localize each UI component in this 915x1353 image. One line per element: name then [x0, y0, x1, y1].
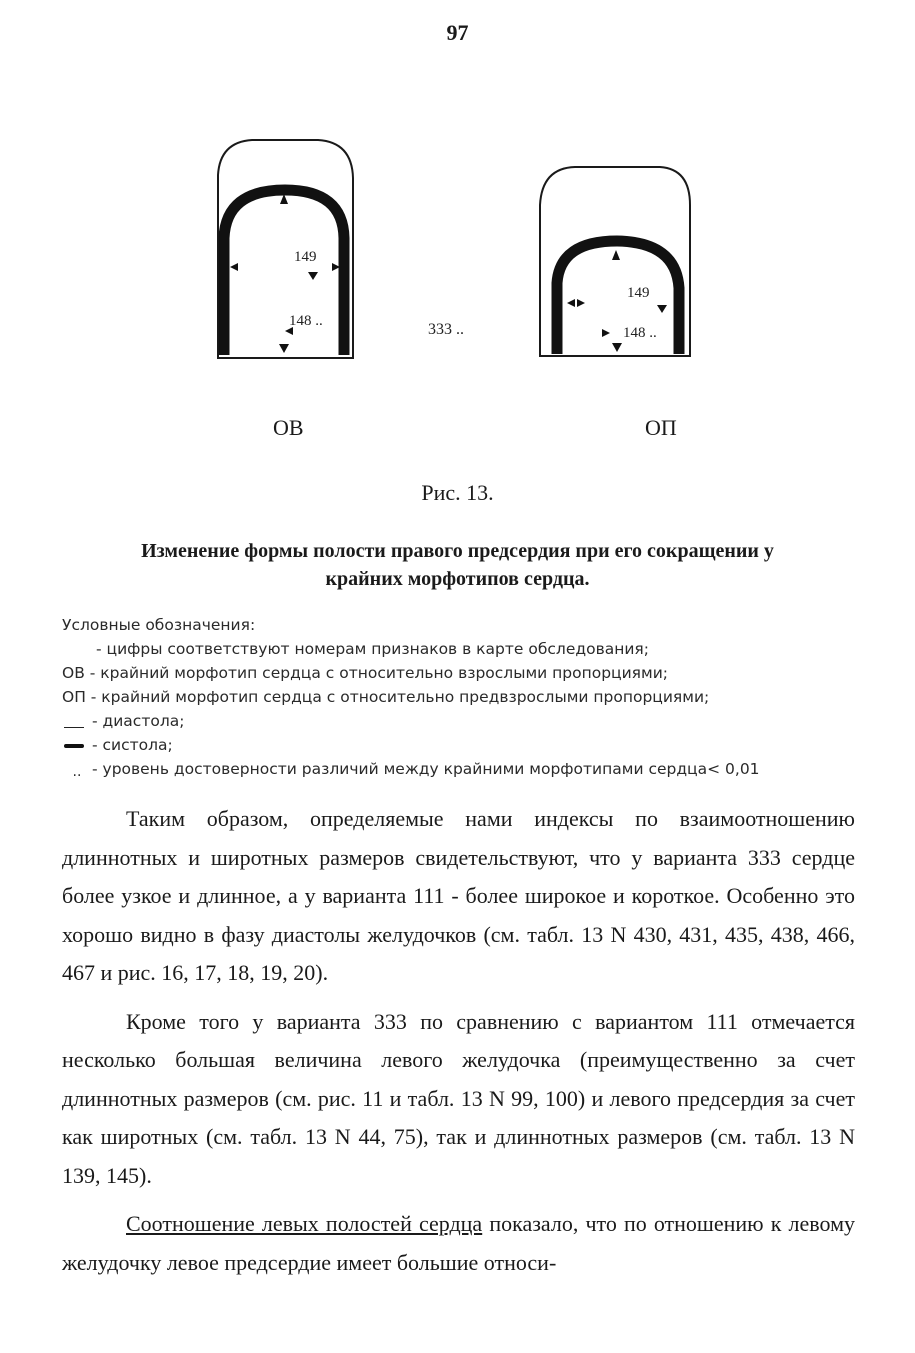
- figure-shapes: [0, 0, 915, 480]
- legend: [62, 613, 882, 781]
- legend-diastole: - диастола;: [92, 712, 185, 730]
- body-text: [62, 800, 855, 1292]
- label-ov: ОВ: [273, 415, 304, 440]
- right-side-arrow-l: [567, 299, 575, 307]
- legend-significance-row: [62, 757, 882, 781]
- figure-title-line1: Изменение формы полости правого предсердия при его сокращении у: [141, 540, 774, 562]
- left-mark-149: 149: [294, 249, 317, 265]
- right-side-arrow-r: [577, 299, 585, 307]
- legend-ov: ОВ - крайний морфотип сердца с относительно взрослыми пропорциями;: [62, 664, 668, 682]
- thick-line-symbol: [62, 736, 92, 756]
- center-mark-333: 333 ..: [428, 321, 464, 338]
- paragraph-2: Кроме того у варианта 333 по сравнению с вариантом 111 отмечается несколько большая величина левого желудочка (преимущественно за счет длиннотных размеров (см. рис. 11 и табл. 13 N 99, 100) и левого предсердия за счет как широтных (см. табл. 13 N 44, 75), так и длиннотных размеров (см. табл. 13 N 139, 145).: [62, 1008, 855, 1188]
- figure-13: [0, 0, 915, 480]
- legend-op: ОП - крайний морфотип сердца с относительно предвзрослыми пропорциями;: [62, 688, 710, 706]
- paragraph-3-rest: показало, что по отношению к левому желудочку левое предсердие имеет большие относи-: [62, 1211, 855, 1275]
- figure-caption: Рис. 13.: [421, 480, 494, 505]
- legend-diastole-row: [62, 709, 882, 733]
- left-mid-arrow: [308, 272, 318, 280]
- left-diastole-outline: [218, 140, 353, 358]
- paragraph-1: Таким образом, определяемые нами индексы по взаимоотношению длиннотных и широтных размеров свидетельствуют, что у варианта 333 сердце более узкое и длинное, а у варианта 111 - более широкое и короткое. Особенно это хорошо видно в фазу диастолы желудочков (см. табл. 13 N 430, 431, 435, 438, 466, 467 и рис. 16, 17, 18, 19, 20).: [62, 806, 855, 985]
- thin-line-symbol: [62, 712, 92, 732]
- page-number: 97: [446, 20, 469, 45]
- left-side-arrow-l: [230, 263, 238, 271]
- legend-numbers: - цифры соответствуют номерам признаков в карте обследования;: [96, 640, 649, 658]
- figure-title: [40, 537, 875, 593]
- right-mark-148: 148 ..: [623, 325, 657, 341]
- underlined-phrase: Соотношение левых полостей сердца: [126, 1211, 483, 1236]
- figure-title-line2: крайних морфотипов сердца.: [325, 568, 590, 590]
- legend-systole-row: [62, 733, 882, 757]
- left-systole-outline: [224, 190, 344, 355]
- left-bottom-arrow: [279, 344, 289, 353]
- label-op: ОП: [645, 415, 677, 440]
- right-bottom-arrow: [612, 343, 622, 352]
- paragraph-3: [62, 1205, 855, 1282]
- right-inner-arrow: [602, 329, 610, 337]
- right-mark-149: 149: [627, 285, 650, 301]
- right-mid-arrow: [657, 305, 667, 313]
- dots-symbol: ..: [72, 763, 82, 780]
- legend-significance: - уровень достоверности различий между крайними морфотипами сердца< 0,01: [92, 760, 760, 778]
- left-mark-148: 148 ..: [289, 313, 323, 329]
- legend-systole: - систола;: [92, 736, 173, 754]
- legend-heading: Условные обозначения:: [62, 616, 256, 634]
- right-top-arrow: [612, 250, 620, 260]
